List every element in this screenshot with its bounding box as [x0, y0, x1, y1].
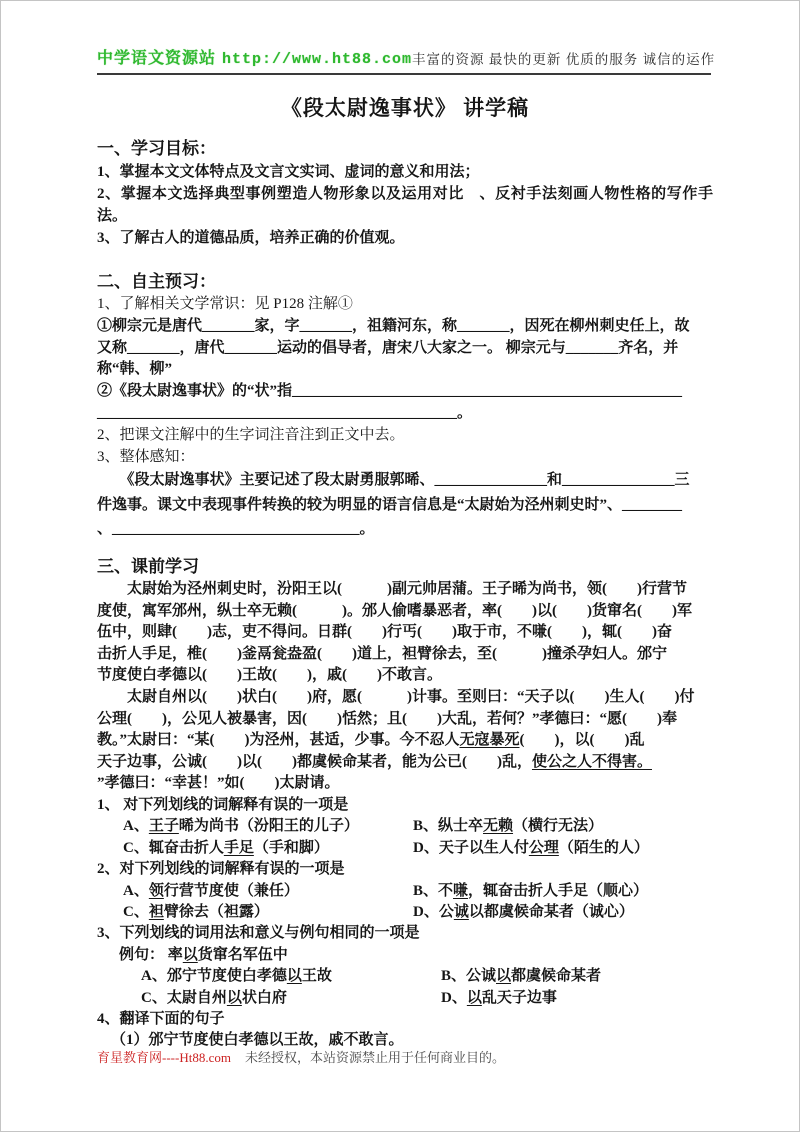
question-1-stem: 1、 对下列划线的词解释有误的一项是: [97, 796, 349, 813]
para1-line-2: 度使，寓军邠州，纵士卒无赖( )。邠人偷嗜暴恶者，率( )以( )货窜名( )军: [97, 602, 692, 619]
para1-line-3: 伍中，则肆( )志，吏不得问。日群( )行丐( )取于市，不嗛( )，辄( )奋: [97, 624, 672, 641]
question-2-option-a: A、领行营节度使（兼任）: [123, 882, 299, 899]
question-2-options-row-1: [97, 881, 713, 902]
prelearn-paragraph-1: [97, 579, 713, 687]
question-3-option-c: C、太尉自州以状白府: [141, 989, 287, 1006]
site-logo-link[interactable]: [97, 45, 412, 68]
footer-copyright-notice: 未经授权，本站资源禁止用于任何商业目的。: [244, 1050, 505, 1065]
footer-site-name[interactable]: 育星教育网----Ht88.com: [97, 1050, 231, 1065]
question-1-option-a: A、王子晞为尚书（汾阳王的儿子）: [123, 818, 359, 835]
liuzongyuan-note-line-1: ①柳宗元是唐代_______家，字_______，祖籍河东，称_______，因死在柳州刺史任上，故: [97, 317, 690, 334]
para2-line-2: 公理( )，公见人被暴害，因( )恬然；且( )大乱，若何？”孝德曰：“愿( )奉: [97, 710, 677, 727]
page-footer: [97, 1047, 505, 1066]
question-4-item-1: （1）邠宁节度使白孝德以王故，戚不敢言。: [111, 1032, 404, 1049]
section2-heading: 二、自主预习：: [97, 272, 216, 291]
question-2: [97, 859, 713, 923]
question-3-option-d: D、以乱天子边事: [441, 989, 557, 1006]
question-2-stem: 2、对下列划线的词解释有误的一项是: [97, 861, 345, 878]
goal-item-2: 2、掌握本文选择典型事例塑造人物形象以及运用对比 、反衬手法刻画人物性格的写作手法。: [97, 186, 713, 224]
section3: [97, 555, 713, 1052]
para1-line-5: 节度使白孝德以( )王故( )，戚( )不敢言。: [97, 667, 442, 684]
goal-item-1: 1、掌握本文文体特点及文言文实词、虚词的意义和用法；: [97, 164, 480, 180]
para2-line-4: 天子边事，公诚( )以( )都虞候命某者，能为公已( )乱，使公之人不得害。: [97, 753, 652, 770]
preview-item-2: 2、把课文注解中的生字词注音注到正文中去。: [97, 426, 405, 443]
sense-line-2: 件逸事。课文中表现事件转换的较为明显的语言信息是“太尉始为泾州刺史时”、________: [97, 496, 683, 513]
section3-heading: 三、课前学习: [97, 556, 199, 576]
question-4-stem: 4、翻译下面的句子: [97, 1010, 225, 1027]
question-3-option-b: B、公诚以都虞候命某者: [441, 968, 602, 985]
para2-line-5: ”孝德曰：“幸甚！”如( )太尉请。: [97, 775, 340, 792]
question-3-option-a: A、邠宁节度使白孝德以王故: [141, 968, 332, 985]
preview-item-1: 1、了解相关文学常识：见 P128 注解①: [97, 296, 353, 312]
question-3-example: 例句： 率以货窜名军伍中: [119, 946, 288, 963]
question-2-option-c: C、袒臂徐去（袒露）: [123, 903, 269, 920]
question-3-options-row-2: [97, 988, 713, 1009]
sense-line-3: 、_________________________________。: [97, 520, 375, 537]
zhuang-note-line-1: ②《段太尉逸事状》的“状”指____________________________________________________: [97, 383, 683, 400]
question-1-option-b: B、纵士卒无赖（横行无法）: [413, 818, 604, 835]
doc-title: 《段太尉逸事状》 讲学稿: [280, 96, 530, 120]
question-1-option-d: D、天子以生人付公理（陌生的人）: [413, 839, 649, 856]
section2: [97, 270, 713, 541]
question-3: [97, 923, 713, 1009]
site-header: [97, 45, 716, 75]
question-2-option-d: D、公诚以都虞候命某者（诚心）: [413, 903, 634, 920]
site-logo-text: 中学语文资源站: [97, 50, 217, 67]
document-body: [97, 92, 713, 1052]
question-1-options-row-2: [97, 838, 713, 859]
para2-line-1: 太尉自州以( )状白( )府，愿( )计事。至则曰：“天子以( )生人( )付: [97, 688, 695, 705]
section1-heading: 一、学习目标：: [97, 139, 216, 158]
site-logo-url: http://www.ht88.com: [222, 51, 413, 68]
question-1-option-c: C、辄奋击折人手足（手和脚）: [123, 839, 329, 856]
liuzongyuan-note-line-2: 又称_______，唐代_______运动的倡导者，唐宋八大家之一。 柳宗元与_______齐名，并: [97, 339, 679, 356]
preview-item-3: 3、整体感知：: [97, 448, 195, 465]
question-1: [97, 795, 713, 859]
question-2-options-row-2: [97, 902, 713, 923]
question-2-option-b: B、不嗛，辄奋击折人手足（顺心）: [413, 882, 649, 899]
sense-line-1: 《段太尉逸事状》主要记述了段太尉勇服郭晞、_______________和_______________三: [97, 472, 690, 489]
header-slogan: 丰富的资源 最快的更新 优质的服务 诚信的运作: [412, 52, 716, 67]
para1-line-1: 太尉始为泾州刺史时，汾阳王以( )副元帅居蒲。王子晞为尚书，领( )行营节: [97, 580, 687, 597]
question-4: [97, 1009, 713, 1052]
question-3-stem: 3、下列划线的词用法和意义与例句相同的一项是: [97, 925, 420, 942]
zhuang-note-line-2: ________________________________________________。: [97, 404, 473, 421]
goal-item-3: 3、了解古人的道德品质，培养正确的价值观。: [97, 230, 405, 246]
overall-sense: [97, 468, 713, 541]
para1-line-4: 击折人手足，椎( )釜鬲瓮盎盈( )道上，袒臂徐去，至( )撞杀孕妇人。邠宁: [97, 645, 667, 662]
prelearn-paragraph-2: [97, 687, 713, 795]
question-3-options-row-1: [97, 966, 713, 987]
para2-line-3: 教。”太尉曰：“某( )为泾州，甚适，少事。今不忍人无寇暴死( )，以( )乱: [97, 732, 645, 749]
question-1-options-row-1: [97, 816, 713, 837]
liuzongyuan-note-line-3: 称“韩、柳”: [97, 361, 173, 378]
